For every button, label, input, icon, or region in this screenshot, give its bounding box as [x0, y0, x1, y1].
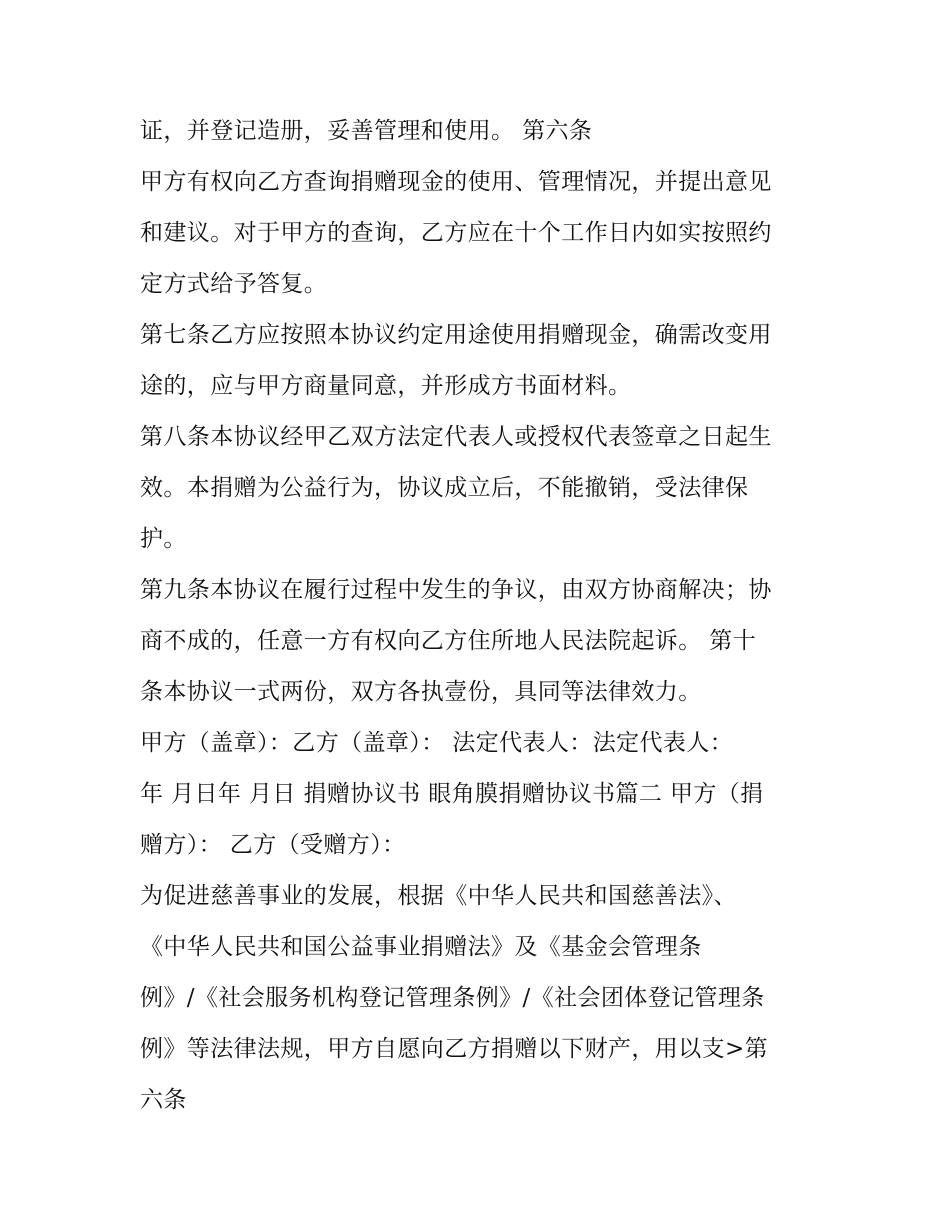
text-line: 六条: [140, 1087, 187, 1113]
text-line: 年 月日年 月日 捐赠协议书 眼角膜捐赠协议书篇二 甲方（捐: [140, 781, 764, 807]
text-line: 甲方有权向乙方查询捐赠现金的使用、管理情况，并提出意见: [140, 169, 772, 195]
text-line: 为促进慈善事业的发展，根据《中华人民共和国慈善法》、: [140, 883, 737, 909]
text-line: 护。: [140, 526, 187, 552]
text-line: 证，并登记造册，妥善管理和使用。 第六条: [140, 118, 593, 144]
text-line: 商不成的，任意一方有权向乙方住所地人民法院起诉。 第十: [140, 628, 757, 654]
text-line: 赠方）： 乙方（受赠方）：: [140, 832, 406, 858]
text-line: 途的，应与甲方商量同意，并形成方书面材料。: [140, 373, 632, 399]
text-line: 第八条本协议经甲乙双方法定代表人或授权代表签章之日起生: [140, 424, 772, 450]
text-line: 效。本捐赠为公益行为，协议成立后，不能撤销，受法律保: [140, 475, 749, 501]
text-line: 第七条乙方应按照本协议约定用途使用捐赠现金，确需改变用: [140, 322, 772, 348]
text-line: 例》/《社会服务机构登记管理条例》/《社会团体登记管理条: [140, 985, 765, 1011]
text-line: 条本协议一式两份，双方各执壹份，具同等法律效力。: [140, 679, 702, 705]
text-line: 定方式给予答复。: [140, 271, 328, 297]
text-line: 《中华人民共和国公益事业捐赠法》及《基金会管理条: [140, 934, 702, 960]
text-line: 和建议。对于甲方的查询，乙方应在十个工作日内如实按照约: [140, 220, 772, 246]
text-line: 甲方（盖章）：乙方（盖章）： 法定代表人：法定代表人：: [140, 730, 734, 756]
document-body: [140, 106, 820, 1126]
text-line: 第九条本协议在履行过程中发生的争议，由双方协商解决；协: [140, 577, 772, 603]
text-line: 例》等法律法规，甲方自愿向乙方捐赠以下财产，用以支>第: [140, 1036, 769, 1062]
